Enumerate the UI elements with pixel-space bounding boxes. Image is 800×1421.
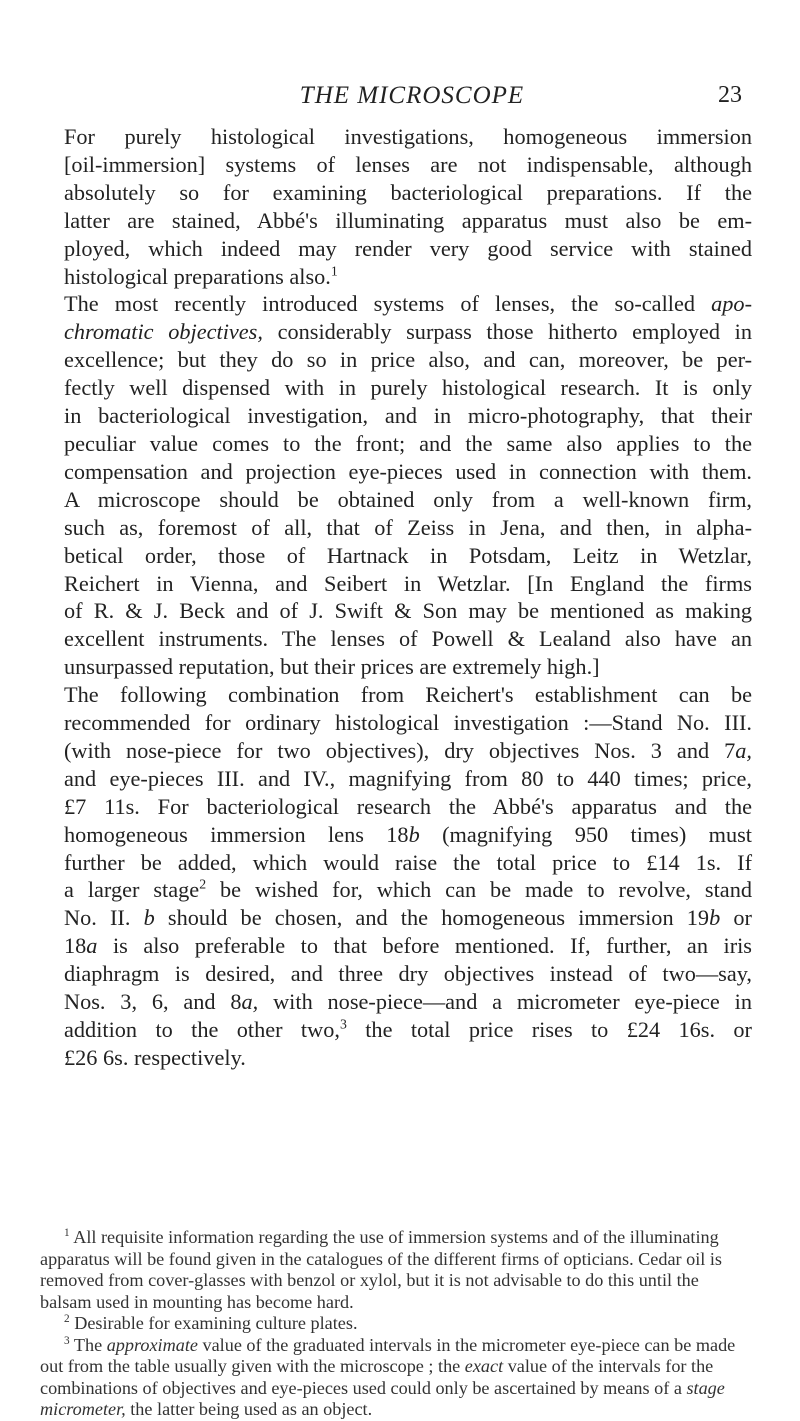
footnote-text: the latter being used as an object. xyxy=(125,1399,373,1419)
text-span: with nose-piece—and a micrometer eye-piece in xyxy=(258,989,752,1015)
italic-term: exact xyxy=(464,1356,504,1376)
text-line: of R. & J. Beck and of J. Swift & Son may be mentioned as making xyxy=(64,598,752,624)
running-head xyxy=(82,80,742,110)
footnote-text: The xyxy=(73,1334,107,1355)
paragraph-2 xyxy=(40,290,752,485)
footnote-marker: 2 xyxy=(64,1312,70,1325)
footnote-3 xyxy=(40,1335,752,1421)
text-span: The most recently introduced systems of lenses, the so-called xyxy=(64,291,712,317)
italic-term: stage micrometer, xyxy=(40,1377,725,1419)
text-line: The following combination from Reichert's establishment can be xyxy=(64,682,752,708)
text-line: in bacteriological investigation, and in micro-photography, that their xyxy=(64,403,752,429)
text-span: or xyxy=(720,905,752,931)
text-line xyxy=(40,821,752,849)
text-line xyxy=(40,988,752,1016)
footnotes xyxy=(40,1227,752,1421)
italic-term: chromatic objectives, xyxy=(64,319,263,345)
text-line xyxy=(40,904,752,932)
italic-term: b xyxy=(709,905,721,931)
text-span: No. II. xyxy=(64,905,144,931)
text-line: further be added, which would raise the total price to £14 1s. If xyxy=(64,849,752,875)
text-line xyxy=(40,290,752,318)
footnote-2 xyxy=(40,1313,752,1335)
text-line xyxy=(40,1016,752,1044)
italic-term: b xyxy=(408,821,420,847)
text-line: ployed, which indeed may render very good service with stained xyxy=(64,235,752,261)
text-span: (magnifying 950 times) must xyxy=(419,821,752,847)
text-line: unsurpassed reputation, but their prices are extremely high.] xyxy=(64,654,600,680)
text-line: latter are stained, Abbé's illuminating apparatus must also be em- xyxy=(64,207,752,233)
running-title: THE MICROSCOPE xyxy=(299,82,525,109)
text-span: (with nose-piece for two objectives), dry objectives Nos. 3 and 7 xyxy=(64,737,736,763)
body-text xyxy=(40,123,752,1072)
text-line: Reichert in Vienna, and Seibert in Wetzlar. [In England the firms xyxy=(64,570,752,596)
text-line: absolutely so for examining bacteriological preparations. If the xyxy=(64,179,752,205)
text-line: such as, foremost of all, that of Zeiss in Jena, and then, in alpha- xyxy=(64,514,752,540)
text-line: peculiar value comes to the front; and the same also applies to the xyxy=(64,430,752,456)
italic-term: a, xyxy=(241,989,259,1015)
footnote-ref-2[interactable]: 2 xyxy=(199,877,207,893)
footnote-text: All requisite information regarding the use of immersion systems and of the illuminating apparatus will be found given in the catalogues of the different firms of opticians. Cedar oil is removed from cover-glasses with benzol or xylol, but it is not advisable to do this until the balsam used in mounting has become hard. xyxy=(40,1227,723,1312)
page-number: 23 xyxy=(718,82,742,108)
italic-term: approximate xyxy=(106,1334,198,1355)
footnote-text: Desirable for examining culture plates. xyxy=(74,1313,358,1333)
footnote-ref-3[interactable]: 3 xyxy=(339,1016,347,1032)
paragraph-4 xyxy=(40,681,752,1072)
text-line: excellent instruments. The lenses of Powell & Lealand also have an xyxy=(64,626,752,652)
text-span: should be chosen, and the homogeneous immersion 19 xyxy=(154,905,710,931)
text-span: 18 xyxy=(64,933,87,959)
text-span: a larger stage xyxy=(64,877,200,903)
text-line: excellence; but they do so in price also, and can, moreover, be per- xyxy=(64,347,752,373)
italic-term: b xyxy=(143,905,155,931)
text-line: For purely histological investigations, homogeneous immersion xyxy=(64,124,752,149)
italic-term: a, xyxy=(735,737,752,763)
text-line: and eye-pieces III. and IV., magnifying from 80 to 440 times; price, xyxy=(64,765,752,791)
text-line: fectly well dispensed with in purely histological research. It is only xyxy=(64,375,752,401)
text-line: £26 6s. respectively. xyxy=(64,1044,246,1070)
text-span: Nos. 3, 6, and 8 xyxy=(64,989,242,1015)
text-line xyxy=(40,737,752,765)
text-span: is also preferable to that before mentioned. If, further, an iris xyxy=(97,933,752,959)
italic-term: a xyxy=(86,933,98,959)
text-span: be wished for, which can be made to revolve, stand xyxy=(206,877,752,903)
text-span: homogeneous immersion lens 18 xyxy=(64,821,409,847)
text-span: the total price rises to £24 16s. or xyxy=(346,1017,752,1042)
footnote-text: value of the graduated intervals in the micrometer eye-piece can be made out from the table usually given with the microscope ; the xyxy=(40,1334,736,1376)
footnote-marker: 3 xyxy=(64,1334,70,1347)
text-span: addition to the other two, xyxy=(64,1017,340,1042)
text-line: A microscope should be obtained only from a well-known firm, xyxy=(64,486,752,512)
text-line: recommended for ordinary histological investigation :—Stand No. III. xyxy=(64,710,752,736)
text-line xyxy=(40,318,752,346)
text-span: histological preparations also. xyxy=(64,263,331,289)
footnote-marker: 1 xyxy=(64,1226,70,1239)
text-line: compensation and projection eye-pieces used in connection with them. xyxy=(64,458,752,484)
text-line xyxy=(40,932,752,960)
text-span: considerably surpass those hitherto employed in xyxy=(262,319,753,345)
text-line xyxy=(40,263,752,291)
text-line: [oil-immersion] systems of lenses are not indispensable, although xyxy=(64,151,752,177)
italic-term: apo- xyxy=(711,291,752,317)
paragraph-1 xyxy=(40,123,752,290)
text-line: £7 11s. For bacteriological research the Abbé's apparatus and the xyxy=(64,793,752,819)
footnote-1 xyxy=(40,1227,752,1313)
text-line: diaphragm is desired, and three dry objectives instead of two—say, xyxy=(64,961,752,987)
text-line xyxy=(40,876,752,904)
footnote-ref-1[interactable]: 1 xyxy=(330,263,338,279)
paragraph-3 xyxy=(40,486,752,681)
text-line: betical order, those of Hartnack in Potsdam, Leitz in Wetzlar, xyxy=(64,542,752,568)
footnote-text: value of the intervals for the combinations of objectives and eye-pieces used could only be ascertained by means of a xyxy=(40,1356,714,1398)
